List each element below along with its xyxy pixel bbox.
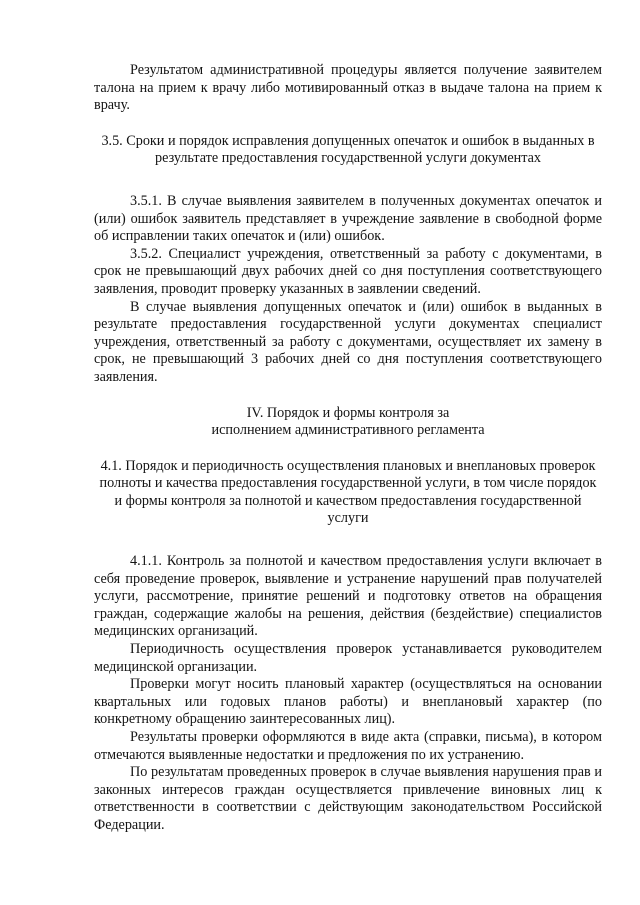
document-page [94,62,602,835]
paragraph-inspections: Проверки могут носить плановый характер (осуществляться на основании квартальных или годовых планов работы) и внеплановый характер (по конкретному обращению заинтересованных лиц). [94,676,602,728]
paragraph-3-5-1: 3.5.1. В случае выявления заявителем в полученных документах опечаток и (или) ошибок заявитель представляет в учреждение заявление в свободной форме об исправлении таких опечаток и (или) ошибок. [94,192,602,245]
section-iv-title-line1: IV. Порядок и формы контроля за [246,404,450,421]
paragraph-3-5-2: 3.5.2. Специалист учреждения, ответственный за работу с документами, в срок не превышающий двух рабочих дней со дня поступления соответствующего заявления, проводит проверку указанных в заявлении сведений. [94,245,602,297]
heading-3-5: 3.5. Сроки и порядок исправления допущенных опечаток и ошибок в выданных в результате предоставления государственной услуги документах [101,132,595,167]
section-iv-title-line2: исполнением административного регламента [211,422,485,439]
paragraph-4-1-1: 4.1.1. Контроль за полнотой и качеством предоставления услуги включает в себя проведение проверок, выявление и устранение нарушений прав получателей услуги, рассмотрение, принятие решений и подготовку ответов на обращения граждан, содержащие жалобы на решения, действия (бездействие) специалистов медицинских организаций. [94,553,602,640]
heading-4-1: 4.1. Порядок и периодичность осуществления плановых и внеплановых проверок полноты и качества предоставления государственной услуги, в том числе порядок и формы контроля за полнотой и качеством предоставления государственной услуги [99,457,597,527]
paragraph-results-act: Результаты проверки оформляются в виде акта (справки, письма), в котором отмечаются выявленные недостатки и предложения по их устранению. [94,729,602,763]
paragraph-3-5-3: В случае выявления допущенных опечаток и (или) ошибок в выданных в результате предоставления государственной услуги документах специалист учреждения, ответственный за работу с документами, осуществляет их замену в срок, не превышающий 3 рабочих дней со дня поступления соответствующего заявления. [94,298,602,385]
paragraph-result: Результатом административной процедуры является получение заявителем талона на прием к врачу либо мотивированный отказ в выдаче талона на прием к врачу. [94,62,602,114]
paragraph-periodicity: Периодичность осуществления проверок устанавливается руководителем медицинской организации. [94,641,602,675]
paragraph-liability: По результатам проведенных проверок в случае выявления нарушения прав и законных интересов граждан осуществляется привлечение виновных лиц к ответственности в соответствии с действующим законодательством Российской Федерации. [94,764,602,833]
